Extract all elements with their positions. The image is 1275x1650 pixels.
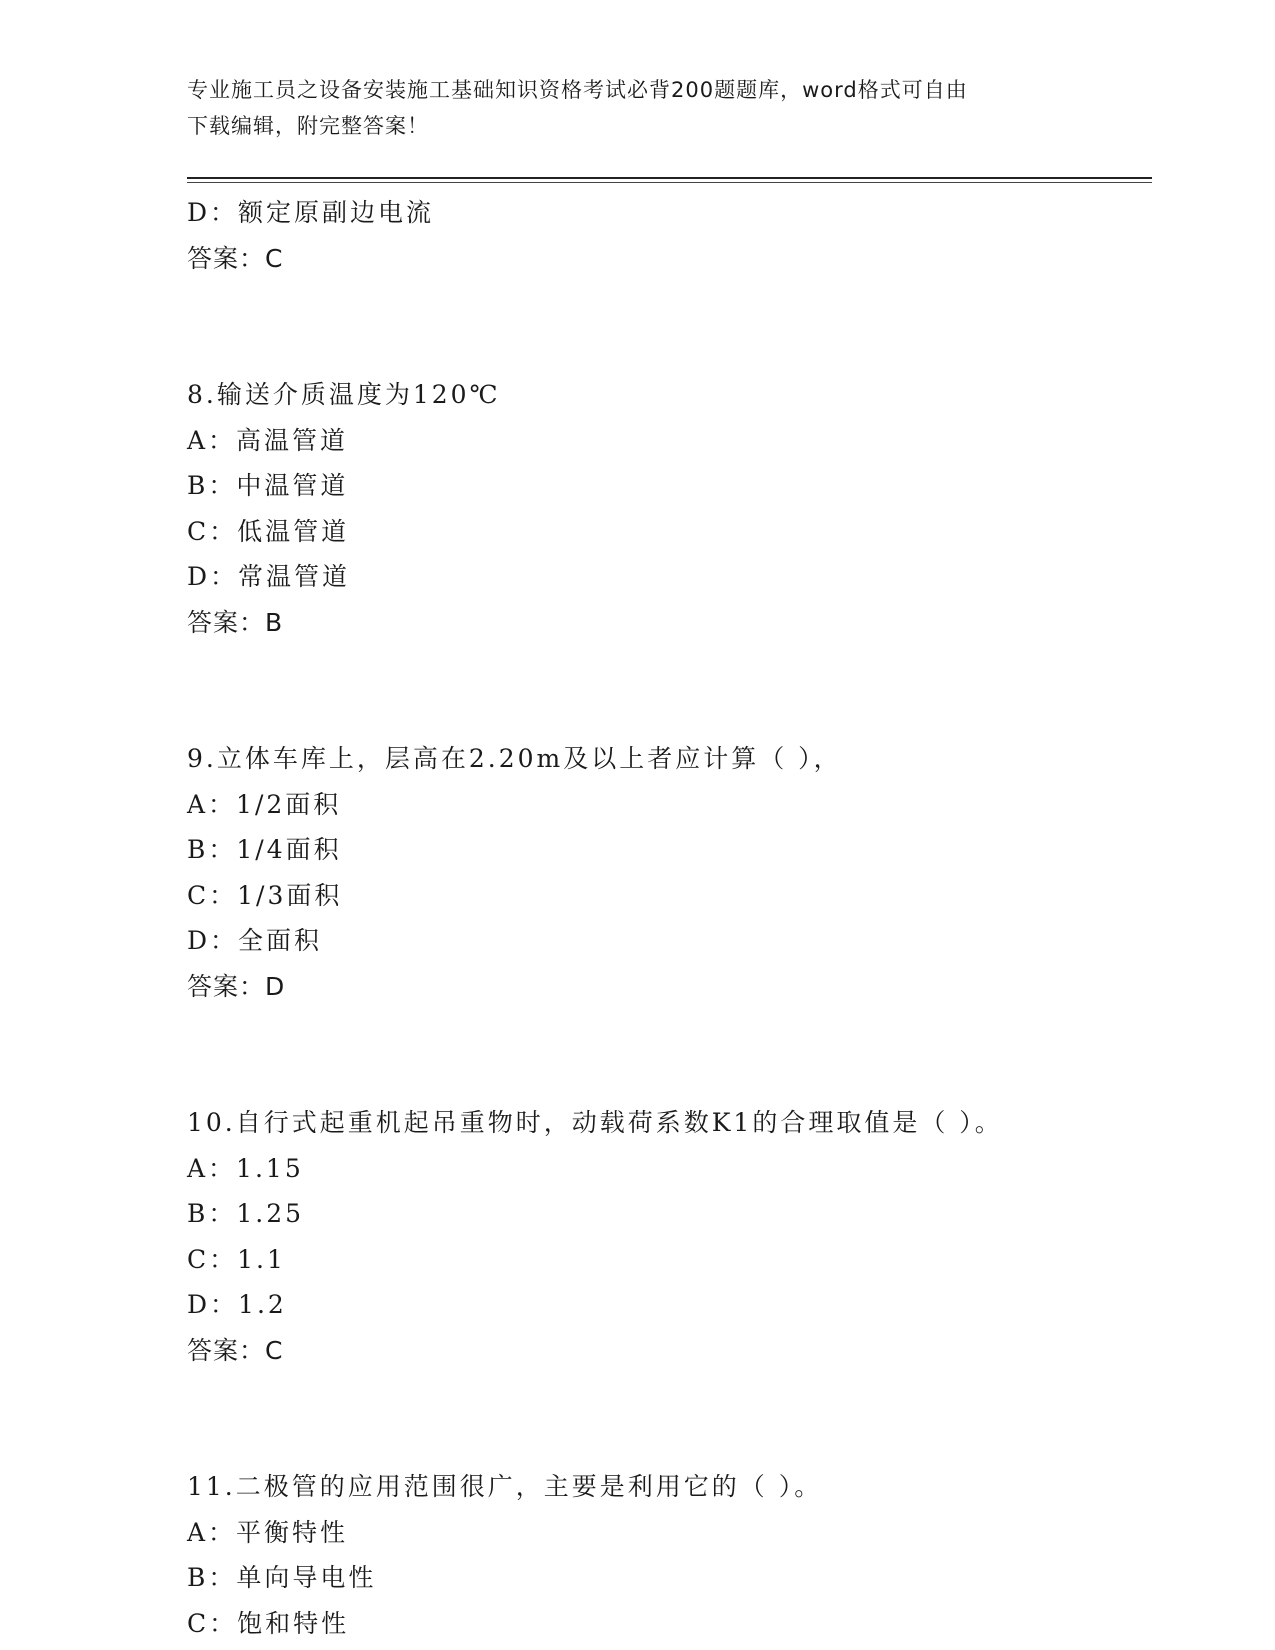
option-c: C：1.1: [187, 1244, 286, 1274]
answer-line: 答案：C: [187, 1335, 284, 1365]
option-c: C：饱和特性: [187, 1608, 350, 1638]
question-list: [187, 190, 1147, 1646]
question-block-8: [187, 372, 1147, 645]
header-rule-thin: [187, 182, 1152, 183]
answer-line: 答案：B: [187, 607, 284, 637]
option-b: B：1.25: [187, 1199, 305, 1228]
question-block-7-tail: [187, 190, 1147, 281]
option-d: D：1.2: [187, 1290, 287, 1319]
header-line-1: 专业施工员之设备安装施工基础知识资格考试必背200题题库，word格式可自由: [187, 78, 968, 102]
answer-line: 答案：D: [187, 971, 286, 1001]
option-a: A：1.15: [187, 1153, 304, 1183]
option-b: B：1/4面积: [187, 835, 342, 864]
question-stem: 11.二极管的应用范围很广，主要是利用它的（ ）。: [187, 1472, 823, 1501]
answer-line: 答案：C: [187, 243, 284, 273]
option-d: D：常温管道: [187, 562, 351, 591]
option-c: C：低温管道: [187, 516, 350, 546]
header-line-2: 下载编辑，附完整答案！: [187, 114, 429, 138]
document-header: [187, 72, 1087, 144]
question-block-11: [187, 1464, 1147, 1646]
spacer: [187, 1009, 1147, 1100]
spacer: [187, 281, 1147, 372]
question-block-10: [187, 1100, 1147, 1373]
option-b: B：中温管道: [187, 471, 349, 500]
question-block-9: [187, 736, 1147, 1009]
option-a: A：1/2面积: [187, 789, 342, 819]
option-d: D：额定原副边电流: [187, 198, 435, 227]
question-stem: 9.立体车库上，层高在2.20m及以上者应计算（ ），: [187, 744, 842, 773]
header-rule-thick: [187, 177, 1152, 179]
option-b: B：单向导电性: [187, 1563, 377, 1592]
option-a: A：平衡特性: [187, 1517, 349, 1547]
spacer: [187, 1373, 1147, 1464]
option-d: D：全面积: [187, 926, 323, 955]
question-stem: 10.自行式起重机起吊重物时，动载荷系数K1的合理取值是（ ）。: [187, 1108, 1003, 1137]
spacer: [187, 645, 1147, 736]
option-a: A：高温管道: [187, 425, 349, 455]
option-c: C：1/3面积: [187, 880, 343, 910]
question-stem: 8.输送介质温度为120℃: [187, 380, 501, 409]
